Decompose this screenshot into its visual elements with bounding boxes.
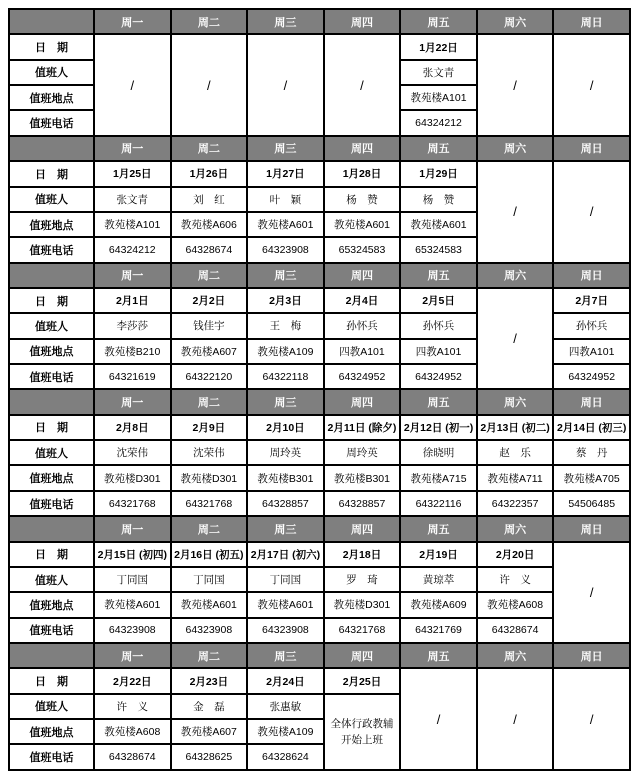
phone-cell: 64324952 (553, 364, 630, 389)
weekday-header: 周一 (94, 516, 171, 541)
weekday-header: 周二 (171, 9, 248, 34)
date-cell: 1月26日 (171, 161, 248, 186)
phone-cell: 64323908 (247, 618, 324, 643)
person-cell: 叶 颖 (247, 187, 324, 212)
person-cell: 孙怀兵 (400, 313, 477, 338)
date-cell: 2月20日 (477, 542, 554, 567)
location-row (9, 592, 630, 617)
phone-cell: 65324583 (324, 237, 401, 262)
phone-cell: 64321769 (400, 618, 477, 643)
date-cell: 2月16日 (初五) (171, 542, 248, 567)
date-cell: 2月15日 (初四) (94, 542, 171, 567)
person-cell: 张文青 (400, 60, 477, 85)
weekday-header: 周三 (247, 516, 324, 541)
phone-cell: 64321768 (94, 491, 171, 516)
location-cell: 教苑楼A109 (247, 339, 324, 364)
row-label-location: 值班地点 (9, 85, 94, 110)
date-row (9, 668, 630, 693)
person-cell: 孙怀兵 (553, 313, 630, 338)
corner-cell (9, 9, 94, 34)
corner-cell (9, 516, 94, 541)
weekday-header: 周五 (400, 9, 477, 34)
row-label-phone: 值班电话 (9, 364, 94, 389)
row-label-phone: 值班电话 (9, 237, 94, 262)
date-row (9, 288, 630, 313)
date-cell: 2月7日 (553, 288, 630, 313)
weekday-header: 周一 (94, 263, 171, 288)
row-label-location: 值班地点 (9, 339, 94, 364)
date-cell: 2月22日 (94, 668, 171, 693)
date-cell: 2月4日 (324, 288, 401, 313)
slash-cell: / (324, 34, 401, 135)
location-cell: 教苑楼A705 (553, 465, 630, 490)
phone-row (9, 618, 630, 643)
location-cell: 教苑楼D301 (171, 465, 248, 490)
phone-cell: 65324583 (400, 237, 477, 262)
date-cell: 2月23日 (171, 668, 248, 693)
phone-cell: 64321768 (324, 618, 401, 643)
slash-cell: / (553, 668, 630, 770)
row-label-phone: 值班电话 (9, 744, 94, 770)
phone-row (9, 491, 630, 516)
row-label-location: 值班地点 (9, 465, 94, 490)
location-cell: 四教A101 (400, 339, 477, 364)
phone-cell: 64322120 (171, 364, 248, 389)
weekday-header: 周五 (400, 136, 477, 161)
weekday-header: 周四 (324, 516, 401, 541)
slash-cell: / (477, 161, 554, 262)
person-cell: 刘 红 (171, 187, 248, 212)
duty-table (8, 8, 631, 771)
location-cell: 教苑楼A715 (400, 465, 477, 490)
date-row (9, 415, 630, 440)
location-cell: 教苑楼A711 (477, 465, 554, 490)
person-cell: 许 义 (94, 694, 171, 719)
row-label-date: 日 期 (9, 542, 94, 567)
corner-cell (9, 643, 94, 668)
location-cell: 教苑楼A608 (477, 592, 554, 617)
location-cell: 教苑楼A601 (247, 592, 324, 617)
person-cell: 王 梅 (247, 313, 324, 338)
person-cell: 金 磊 (171, 694, 248, 719)
date-cell: 2月13日 (初二) (477, 415, 554, 440)
phone-cell: 64324952 (324, 364, 401, 389)
weekday-header: 周六 (477, 643, 554, 668)
weekday-header-row (9, 643, 630, 668)
date-cell: 2月8日 (94, 415, 171, 440)
slash-cell: / (171, 34, 248, 135)
person-cell: 张惠敏 (247, 694, 324, 719)
weekday-header: 周二 (171, 643, 248, 668)
weekday-header: 周一 (94, 389, 171, 414)
person-cell: 丁同国 (247, 567, 324, 592)
slash-cell: / (553, 34, 630, 135)
row-label-person: 值班人 (9, 313, 94, 338)
row-label-date: 日 期 (9, 34, 94, 59)
date-cell: 1月25日 (94, 161, 171, 186)
phone-cell: 64328857 (247, 491, 324, 516)
note-line: 全体行政教辅 (330, 717, 394, 730)
weekday-header: 周二 (171, 263, 248, 288)
location-cell: 教苑楼A601 (171, 592, 248, 617)
row-label-date: 日 期 (9, 668, 94, 693)
person-cell: 张文青 (94, 187, 171, 212)
date-cell: 1月27日 (247, 161, 324, 186)
location-cell: 教苑楼A601 (94, 592, 171, 617)
location-cell: 教苑楼D301 (324, 592, 401, 617)
date-cell: 1月22日 (400, 34, 477, 59)
weekday-header: 周一 (94, 9, 171, 34)
weekday-header: 周六 (477, 263, 554, 288)
weekday-header: 周三 (247, 389, 324, 414)
slash-cell: / (477, 668, 554, 770)
person-cell: 沈荣伟 (94, 440, 171, 465)
weekday-header: 周一 (94, 136, 171, 161)
phone-cell: 64322118 (247, 364, 324, 389)
phone-cell: 64323908 (94, 618, 171, 643)
date-cell: 2月19日 (400, 542, 477, 567)
person-cell: 李莎莎 (94, 313, 171, 338)
location-cell: 教苑楼B301 (324, 465, 401, 490)
location-cell: 教苑楼A109 (247, 719, 324, 744)
slash-cell: / (477, 34, 554, 135)
date-row (9, 34, 630, 59)
row-label-person: 值班人 (9, 694, 94, 719)
weekday-header: 周三 (247, 9, 324, 34)
location-cell: 教苑楼A101 (400, 85, 477, 110)
date-cell: 2月25日 (324, 668, 401, 693)
weekday-header: 周五 (400, 389, 477, 414)
weekday-header: 周日 (553, 263, 630, 288)
weekday-header-row (9, 389, 630, 414)
date-cell: 2月3日 (247, 288, 324, 313)
phone-cell: 64322357 (477, 491, 554, 516)
location-cell: 教苑楼A606 (171, 212, 248, 237)
weekday-header: 周二 (171, 389, 248, 414)
weekday-header: 周五 (400, 516, 477, 541)
location-row (9, 465, 630, 490)
row-label-person: 值班人 (9, 187, 94, 212)
row-label-person: 值班人 (9, 60, 94, 85)
location-cell: 四教A101 (553, 339, 630, 364)
location-cell: 教苑楼A608 (94, 719, 171, 744)
date-row (9, 542, 630, 567)
row-label-person: 值班人 (9, 440, 94, 465)
date-cell: 2月11日 (除夕) (324, 415, 401, 440)
location-cell: 教苑楼A607 (171, 719, 248, 744)
person-cell: 杨 赞 (324, 187, 401, 212)
date-cell: 2月9日 (171, 415, 248, 440)
weekday-header: 周三 (247, 643, 324, 668)
person-cell: 黄琼萃 (400, 567, 477, 592)
date-cell: 2月5日 (400, 288, 477, 313)
person-cell: 蔡 丹 (553, 440, 630, 465)
person-cell: 沈荣伟 (171, 440, 248, 465)
date-row (9, 161, 630, 186)
weekday-header: 周六 (477, 516, 554, 541)
location-cell: 教苑楼A101 (94, 212, 171, 237)
location-cell: 教苑楼B301 (247, 465, 324, 490)
slash-cell: / (553, 161, 630, 262)
phone-cell: 64324212 (400, 110, 477, 135)
phone-cell: 64328857 (324, 491, 401, 516)
phone-cell: 64328625 (171, 744, 248, 770)
phone-cell: 64328624 (247, 744, 324, 770)
phone-cell: 64324952 (400, 364, 477, 389)
location-cell: 四教A101 (324, 339, 401, 364)
weekday-header: 周四 (324, 389, 401, 414)
person-cell: 罗 琦 (324, 567, 401, 592)
weekday-header: 周日 (553, 136, 630, 161)
weekday-header: 周日 (553, 516, 630, 541)
person-row (9, 567, 630, 592)
weekday-header: 周三 (247, 136, 324, 161)
weekday-header-row (9, 263, 630, 288)
weekday-header: 周二 (171, 136, 248, 161)
date-cell: 2月2日 (171, 288, 248, 313)
weekday-header-row (9, 516, 630, 541)
weekday-header: 周日 (553, 9, 630, 34)
corner-cell (9, 136, 94, 161)
location-cell: 教苑楼A601 (400, 212, 477, 237)
weekday-header: 周六 (477, 389, 554, 414)
person-row (9, 440, 630, 465)
weekday-header: 周五 (400, 263, 477, 288)
person-cell: 周玲英 (324, 440, 401, 465)
location-cell: 教苑楼A609 (400, 592, 477, 617)
location-cell: 教苑楼D301 (94, 465, 171, 490)
slash-cell: / (94, 34, 171, 135)
weekday-header-row (9, 136, 630, 161)
corner-cell (9, 263, 94, 288)
phone-cell: 64328674 (171, 237, 248, 262)
location-cell: 教苑楼B210 (94, 339, 171, 364)
slash-cell: / (247, 34, 324, 135)
phone-cell: 64321768 (171, 491, 248, 516)
date-cell: 2月12日 (初一) (400, 415, 477, 440)
date-cell: 2月18日 (324, 542, 401, 567)
date-cell: 2月14日 (初三) (553, 415, 630, 440)
location-cell: 教苑楼A607 (171, 339, 248, 364)
row-label-phone: 值班电话 (9, 491, 94, 516)
person-cell: 杨 赞 (400, 187, 477, 212)
weekday-header-row (9, 9, 630, 34)
phone-cell: 64323908 (171, 618, 248, 643)
slash-cell: / (400, 668, 477, 770)
phone-cell: 64323908 (247, 237, 324, 262)
date-cell: 2月24日 (247, 668, 324, 693)
weekday-header: 周五 (400, 643, 477, 668)
person-cell: 徐晓明 (400, 440, 477, 465)
corner-cell (9, 389, 94, 414)
weekday-header: 周四 (324, 136, 401, 161)
weekday-header: 周六 (477, 136, 554, 161)
weekday-header: 周四 (324, 9, 401, 34)
weekday-header: 周日 (553, 389, 630, 414)
weekday-header: 周四 (324, 643, 401, 668)
weekday-header: 周二 (171, 516, 248, 541)
slash-cell: / (477, 288, 554, 389)
weekday-header: 周一 (94, 643, 171, 668)
person-cell: 赵 乐 (477, 440, 554, 465)
row-label-location: 值班地点 (9, 592, 94, 617)
phone-cell: 54506485 (553, 491, 630, 516)
row-label-date: 日 期 (9, 161, 94, 186)
phone-cell: 64322116 (400, 491, 477, 516)
date-cell: 1月28日 (324, 161, 401, 186)
row-label-date: 日 期 (9, 288, 94, 313)
person-cell: 孙怀兵 (324, 313, 401, 338)
note-cell (324, 694, 401, 770)
date-cell: 2月10日 (247, 415, 324, 440)
phone-cell: 64321619 (94, 364, 171, 389)
duty-table-body (9, 9, 630, 770)
person-cell: 钱佳宇 (171, 313, 248, 338)
person-cell: 丁同国 (94, 567, 171, 592)
date-cell: 2月1日 (94, 288, 171, 313)
location-cell: 教苑楼A601 (247, 212, 324, 237)
person-cell: 许 义 (477, 567, 554, 592)
weekday-header: 周日 (553, 643, 630, 668)
location-cell: 教苑楼A601 (324, 212, 401, 237)
row-label-person: 值班人 (9, 567, 94, 592)
row-label-location: 值班地点 (9, 212, 94, 237)
phone-cell: 64328674 (94, 744, 171, 770)
weekday-header: 周六 (477, 9, 554, 34)
phone-cell: 64328674 (477, 618, 554, 643)
phone-cell: 64324212 (94, 237, 171, 262)
note-line: 开始上班 (340, 733, 383, 746)
person-cell: 周玲英 (247, 440, 324, 465)
person-cell: 丁同国 (171, 567, 248, 592)
row-label-location: 值班地点 (9, 719, 94, 744)
row-label-date: 日 期 (9, 415, 94, 440)
row-label-phone: 值班电话 (9, 110, 94, 135)
date-cell: 1月29日 (400, 161, 477, 186)
row-label-phone: 值班电话 (9, 618, 94, 643)
weekday-header: 周四 (324, 263, 401, 288)
slash-cell: / (553, 542, 630, 643)
date-cell: 2月17日 (初六) (247, 542, 324, 567)
weekday-header: 周三 (247, 263, 324, 288)
